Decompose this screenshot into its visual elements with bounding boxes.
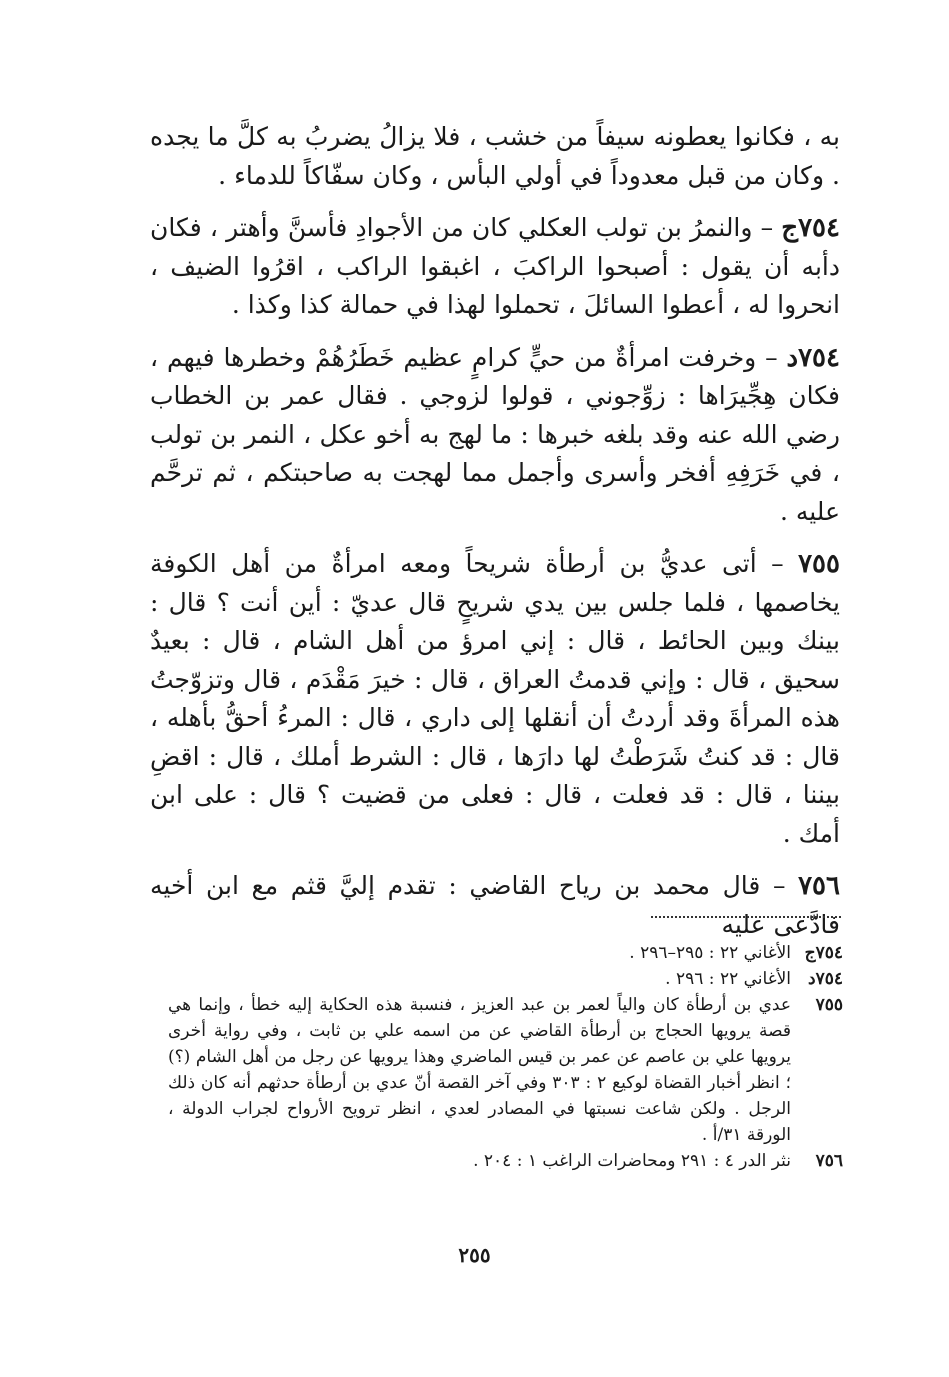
footnote-text: الأغاني ٢٢ : ٢٩٥–٢٩٦ . xyxy=(629,943,791,963)
footnote-divider xyxy=(651,916,841,918)
paragraph-754j xyxy=(150,209,840,325)
footnote-755 xyxy=(168,992,843,1148)
footnote-number: ٧٥٥ xyxy=(815,995,843,1015)
footnotes xyxy=(168,940,843,1174)
paragraph-number: ٧٥٥ xyxy=(798,549,840,579)
paragraph-number: ٧٥٤ج xyxy=(781,213,840,243)
footnote-756 xyxy=(168,1148,843,1174)
footnote-754j xyxy=(168,940,843,966)
footnote-number: ٧٥٦ xyxy=(815,1151,843,1171)
footnote-text: نثر الدر ٤ : ٢٩١ ومحاضرات الراغب ١ : ٢٠٤ . xyxy=(473,1151,791,1171)
paragraph-text: – قال محمد بن رياح القاضي : تقدم إليَّ قثم مع ابن أخيه فادَّعى عليه xyxy=(150,871,840,939)
paragraph-text: – أتى عديُّ بن أرطأة شريحاً ومعه امرأةٌ من أهل الكوفة يخاصمها ، فلما جلس بين يدي شريحٍ قال عديّ : أين أنت ؟ قال : بينك وبين الحائط ، قال : إني امرؤ من أهل الشام ، قال : بعيدٌ سحيق ، قال : وإني قدمتُ العراق ، قال : خيرَ مَقْدَم ، قال وتزوّجتُ هذه المرأةَ وقد أردتُ أن أنقلها إلى داري ، قال : المرءُ أحقُّ بأهله ، قال : قد كنتُ شَرَطْتُ لها دارَها ، قال : الشرط أملك ، قال : اقضِ بيننا ، قال : قد فعلت ، قال : فعلى من قضيت ؟ قال : على ابن أمك . xyxy=(150,549,840,848)
paragraph-755 xyxy=(150,545,840,853)
paragraph-number: ٧٥٦ xyxy=(798,871,840,901)
paragraph-number: ٧٥٤د xyxy=(786,342,840,373)
main-text xyxy=(150,118,840,958)
footnote-text: عدي بن أرطأة كان والياً لعمر بن عبد العزيز ، فنسبة هذه الحكاية إليه خطأ ، وإنما هي قصة يرويها الحجاج بن أرطأة القاضي عن من اسمه علي بن ثابت ، وفي رواية أخرى يرويها علي بن عاصم عن عمر بن قيس الماضري وهذا يرويها عن رجل من أهل الشام (؟) ؛ انظر أخبار القضاة لوكيع ٢ : ٣٠٣ وفي آخر القصة أنّ عدي بن أرطأة حدثهم أنه كان ذلك الرجل . ولكن شاعت نسبتها في المصادر لعدي ، انظر ترويح الأرواح لجراب الدولة ، الورقة ٣١/أ . xyxy=(168,995,791,1145)
footnote-text: الأغاني ٢٢ : ٢٩٦ . xyxy=(665,969,791,989)
page-number: ٢٥٥ xyxy=(458,1243,491,1267)
footnote-number: ٧٥٤د xyxy=(808,969,843,989)
paragraph-text: به ، فكانوا يعطونه سيفاً من خشب ، فلا يزالُ يضربُ به كلَّ ما يجده . وكان من قبل معدوداً في أولي البأس ، وكان سفّاكاً للدماء . xyxy=(150,122,840,190)
paragraph-text: – وخرفت امرأةٌ من حيٍّ كرامٍ عظيم خَطَرُهُمْ وخطرها فيهم ، فكان هِجِّيرَاها : زوِّجوني ، قولوا لزوجي . فقال عمر بن الخطاب رضي الله عنه وقد بلغه خبرها : ما لهج به أخو عكل ، النمر بن تولب ، في خَرَفِهِ أفخر وأسرى وأجمل مما لهجت به صاحبتكم ، ثم ترحَّم عليه . xyxy=(150,342,840,526)
footnote-754d xyxy=(168,966,843,992)
footnote-number: ٧٥٤ج xyxy=(804,943,843,963)
paragraph-754d xyxy=(150,339,840,532)
paragraph-continuation xyxy=(150,118,840,195)
paragraph-756 xyxy=(150,867,840,944)
paragraph-text: – والنمرُ بن تولب العكلي كان من الأجوادِ فأسنَّ وأهتر ، فكان دأبه أن يقول : أصبحوا الراكبَ ، اغبقوا الراكب ، اقرُوا الضيف ، انحروا له ، أعطوا السائلَ ، تحملوا لهذا في حمالة كذا وكذا . xyxy=(150,213,840,319)
